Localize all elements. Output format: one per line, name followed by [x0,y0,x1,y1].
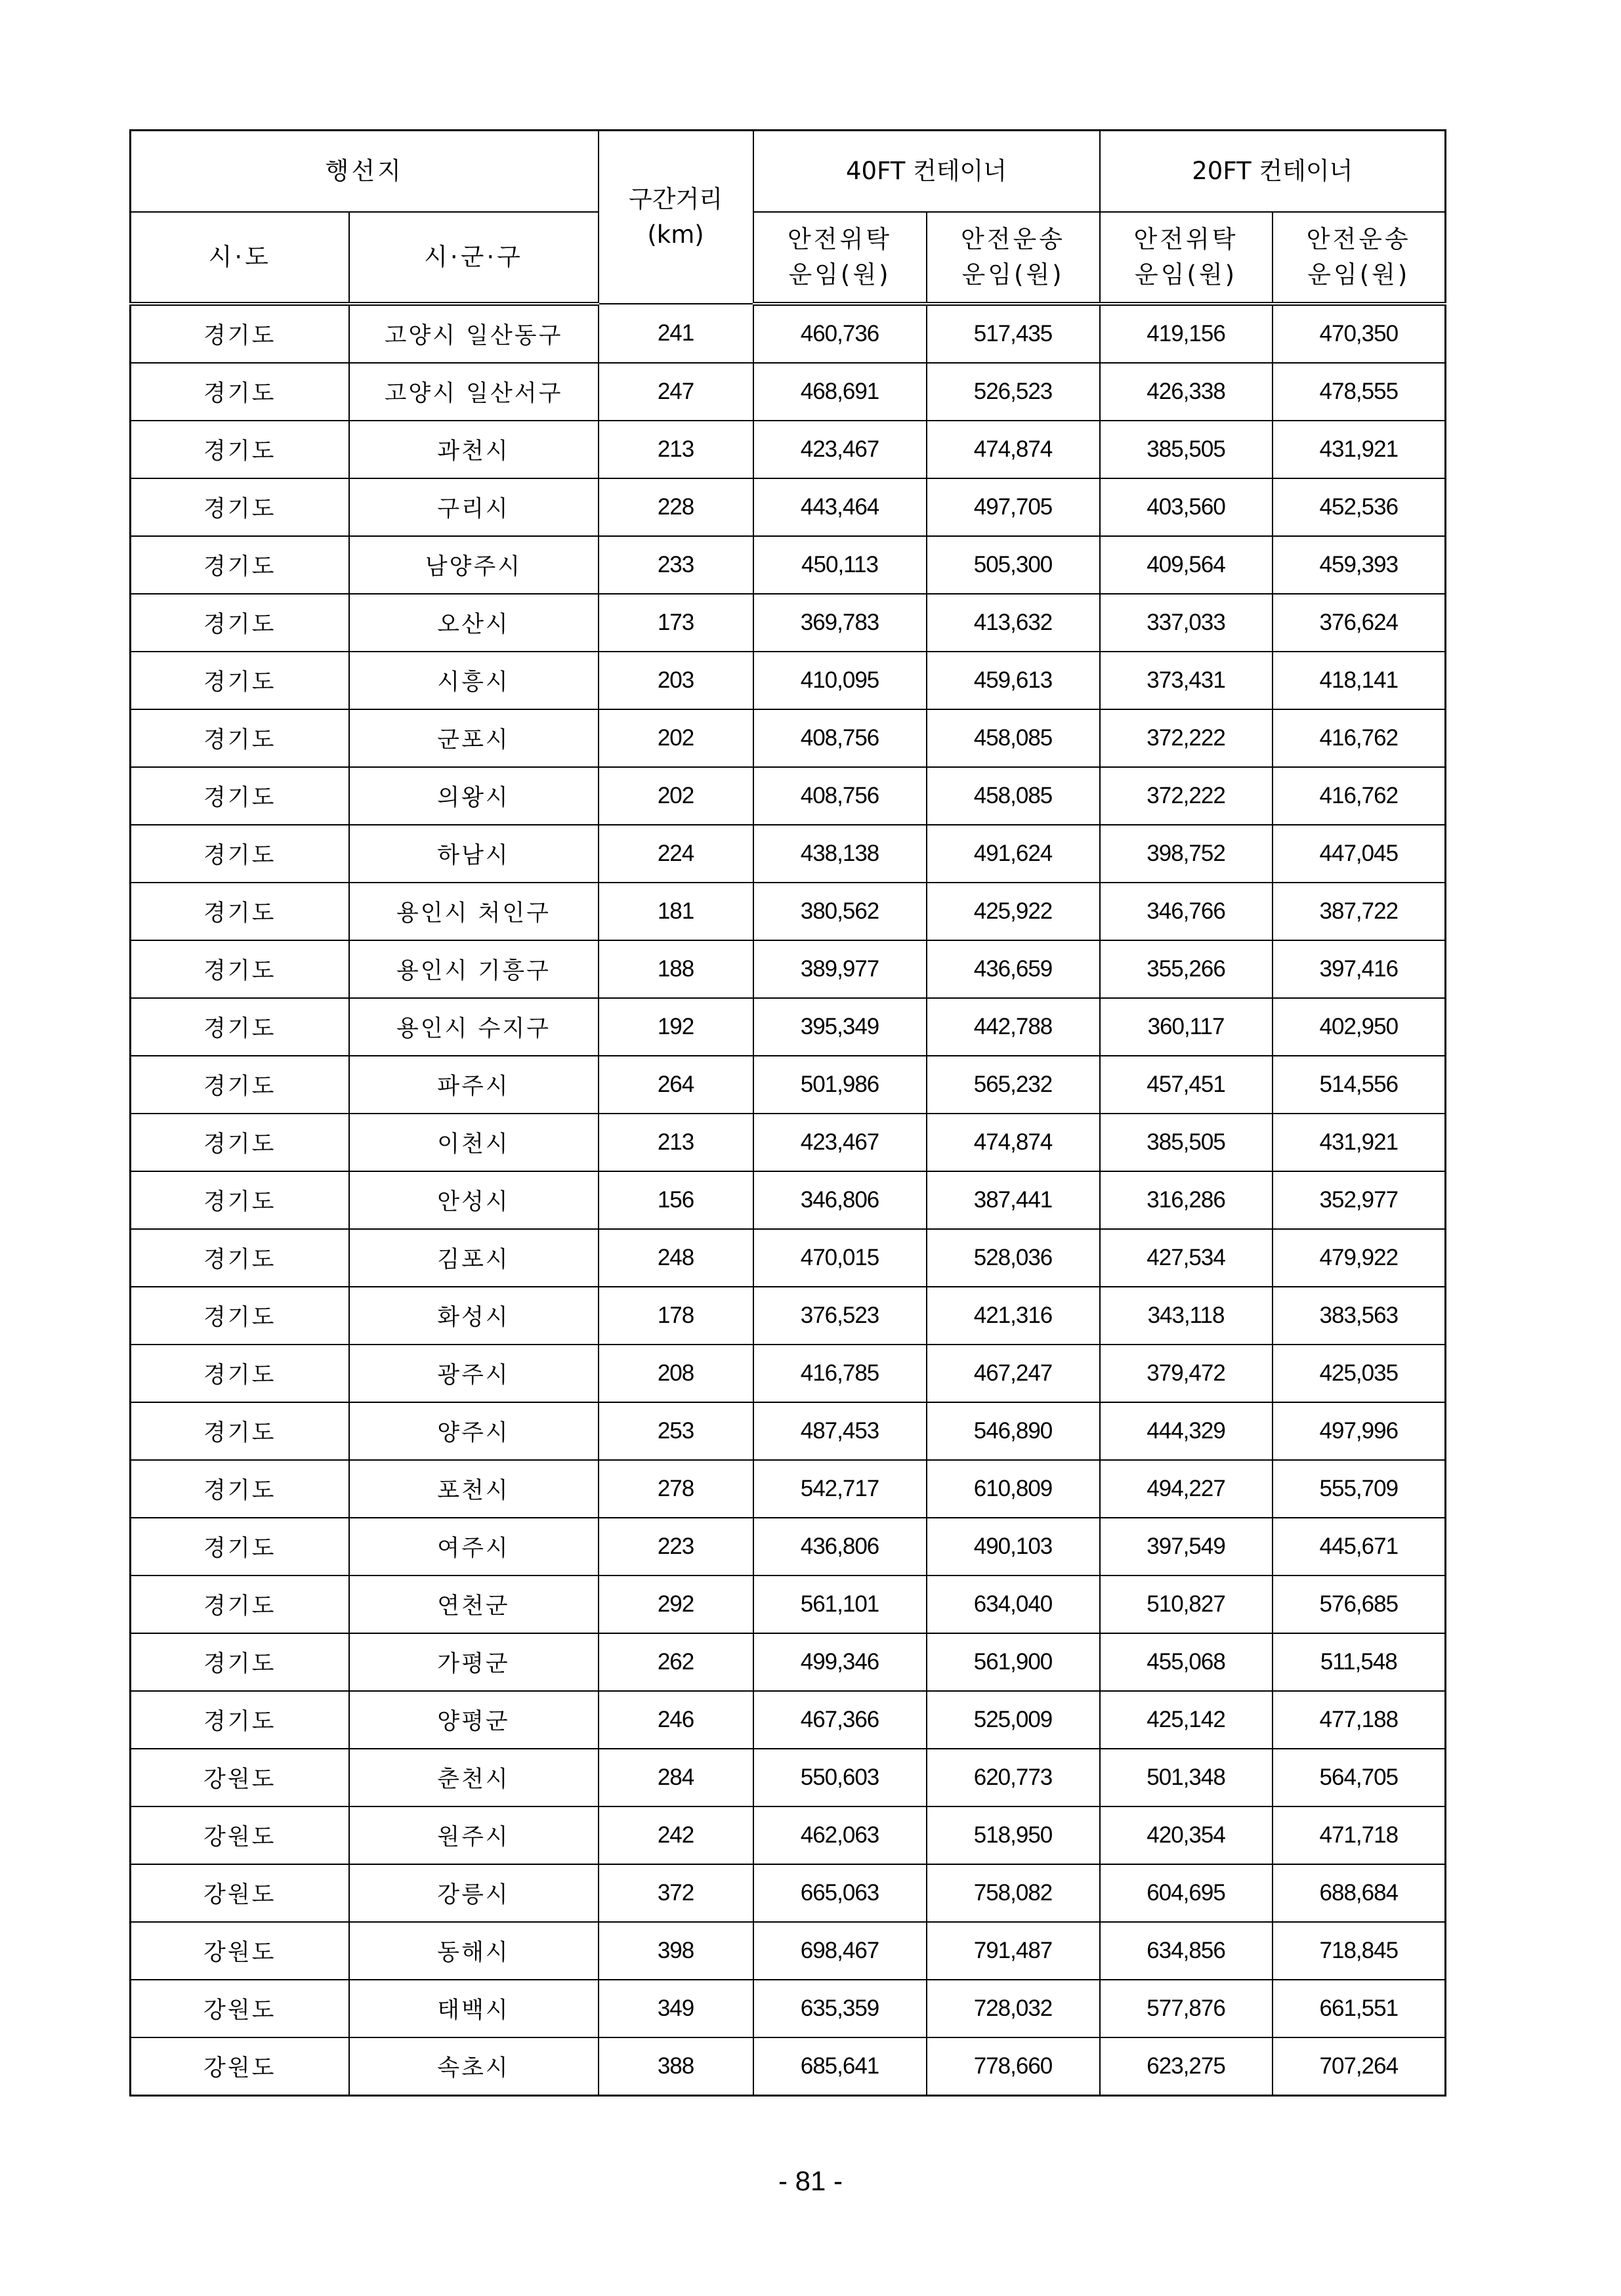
cell-40ft-safe-consign: 395,349 [753,998,927,1056]
cell-40ft-safe-transport: 490,103 [927,1518,1100,1576]
cell-40ft-safe-transport: 546,890 [927,1402,1100,1460]
cell-40ft-safe-consign: 376,523 [753,1287,927,1345]
cell-distance-km: 213 [599,1114,753,1171]
cell-40ft-safe-consign: 635,359 [753,1980,927,2037]
cell-sido: 경기도 [131,304,349,363]
cell-sigungu: 강릉시 [349,1864,599,1922]
cell-20ft-safe-transport: 387,722 [1273,883,1446,940]
cell-40ft-safe-transport: 517,435 [927,304,1100,363]
cell-sigungu: 이천시 [349,1114,599,1171]
cell-sido: 경기도 [131,825,349,883]
table-row [131,363,1446,421]
cell-distance-km: 292 [599,1576,753,1633]
table-row [131,1287,1446,1345]
table-row [131,304,1446,363]
cell-40ft-safe-transport: 791,487 [927,1922,1100,1980]
cell-sigungu: 양주시 [349,1402,599,1460]
table-row [131,1345,1446,1402]
cell-sido: 강원도 [131,1980,349,2037]
cell-40ft-safe-consign: 501,986 [753,1056,927,1114]
table-row [131,1171,1446,1229]
cell-20ft-safe-consign: 494,227 [1100,1460,1273,1518]
cell-40ft-safe-transport: 442,788 [927,998,1100,1056]
cell-40ft-safe-consign: 487,453 [753,1402,927,1460]
cell-sido: 강원도 [131,1922,349,1980]
cell-20ft-safe-transport: 397,416 [1273,940,1446,998]
cell-distance-km: 224 [599,825,753,883]
cell-sigungu: 오산시 [349,594,599,652]
cell-20ft-safe-transport: 514,556 [1273,1056,1446,1114]
cell-20ft-safe-consign: 427,534 [1100,1229,1273,1287]
cell-sigungu: 용인시 처인구 [349,883,599,940]
table-row [131,767,1446,825]
cell-40ft-safe-transport: 505,300 [927,536,1100,594]
cell-40ft-safe-consign: 550,603 [753,1749,927,1806]
cell-sigungu: 안성시 [349,1171,599,1229]
cell-40ft-safe-transport: 518,950 [927,1806,1100,1864]
cell-40ft-safe-consign: 416,785 [753,1345,927,1402]
cell-20ft-safe-consign: 426,338 [1100,363,1273,421]
cell-40ft-safe-transport: 458,085 [927,767,1100,825]
cell-distance-km: 242 [599,1806,753,1864]
cell-20ft-safe-consign: 385,505 [1100,421,1273,478]
cell-distance-km: 278 [599,1460,753,1518]
cell-20ft-safe-transport: 564,705 [1273,1749,1446,1806]
cell-40ft-safe-consign: 369,783 [753,594,927,652]
table-row [131,1691,1446,1749]
cell-distance-km: 372 [599,1864,753,1922]
cell-20ft-safe-consign: 409,564 [1100,536,1273,594]
cell-40ft-safe-transport: 528,036 [927,1229,1100,1287]
cell-40ft-safe-transport: 610,809 [927,1460,1100,1518]
cell-20ft-safe-consign: 379,472 [1100,1345,1273,1402]
cell-40ft-safe-consign: 436,806 [753,1518,927,1576]
cell-sigungu: 고양시 일산서구 [349,363,599,421]
cell-sigungu: 태백시 [349,1980,599,2037]
header-40ft-safe-consign-rate: 안전위탁 운임(원) [753,212,927,304]
table-row [131,1980,1446,2037]
freight-rate-table [129,129,1446,2097]
cell-sido: 경기도 [131,536,349,594]
cell-20ft-safe-consign: 337,033 [1100,594,1273,652]
cell-40ft-safe-consign: 438,138 [753,825,927,883]
cell-40ft-safe-consign: 460,736 [753,304,927,363]
cell-distance-km: 156 [599,1171,753,1229]
table-row [131,1402,1446,1460]
cell-20ft-safe-transport: 416,762 [1273,767,1446,825]
cell-20ft-safe-consign: 577,876 [1100,1980,1273,2037]
cell-distance-km: 173 [599,594,753,652]
cell-20ft-safe-transport: 718,845 [1273,1922,1446,1980]
cell-sido: 강원도 [131,1749,349,1806]
header-row-2 [131,212,1446,304]
cell-sido: 강원도 [131,1806,349,1864]
header-40ft-container: 40FT 컨테이너 [753,131,1100,213]
cell-sigungu: 원주시 [349,1806,599,1864]
cell-sigungu: 의왕시 [349,767,599,825]
cell-sido: 경기도 [131,478,349,536]
cell-20ft-safe-transport: 431,921 [1273,1114,1446,1171]
cell-20ft-safe-consign: 510,827 [1100,1576,1273,1633]
cell-40ft-safe-transport: 413,632 [927,594,1100,652]
cell-sigungu: 포천시 [349,1460,599,1518]
cell-20ft-safe-transport: 383,563 [1273,1287,1446,1345]
cell-20ft-safe-consign: 343,118 [1100,1287,1273,1345]
table-row [131,940,1446,998]
cell-40ft-safe-transport: 634,040 [927,1576,1100,1633]
cell-40ft-safe-consign: 468,691 [753,363,927,421]
cell-distance-km: 202 [599,709,753,767]
cell-20ft-safe-transport: 431,921 [1273,421,1446,478]
cell-20ft-safe-transport: 452,536 [1273,478,1446,536]
cell-20ft-safe-transport: 445,671 [1273,1518,1446,1576]
cell-40ft-safe-transport: 436,659 [927,940,1100,998]
cell-20ft-safe-consign: 360,117 [1100,998,1273,1056]
cell-sigungu: 시흥시 [349,652,599,709]
cell-40ft-safe-consign: 380,562 [753,883,927,940]
cell-20ft-safe-transport: 352,977 [1273,1171,1446,1229]
cell-distance-km: 192 [599,998,753,1056]
cell-40ft-safe-transport: 467,247 [927,1345,1100,1402]
cell-20ft-safe-consign: 419,156 [1100,304,1273,363]
cell-20ft-safe-consign: 420,354 [1100,1806,1273,1864]
cell-40ft-safe-consign: 408,756 [753,767,927,825]
cell-20ft-safe-transport: 497,996 [1273,1402,1446,1460]
cell-40ft-safe-transport: 421,316 [927,1287,1100,1345]
cell-40ft-safe-consign: 408,756 [753,709,927,767]
cell-40ft-safe-transport: 474,874 [927,1114,1100,1171]
cell-20ft-safe-consign: 634,856 [1100,1922,1273,1980]
cell-sigungu: 화성시 [349,1287,599,1345]
cell-distance-km: 178 [599,1287,753,1345]
cell-sigungu: 고양시 일산동구 [349,304,599,363]
cell-40ft-safe-transport: 620,773 [927,1749,1100,1806]
header-route: 행선지 [131,131,599,213]
cell-sido: 경기도 [131,1287,349,1345]
cell-20ft-safe-transport: 555,709 [1273,1460,1446,1518]
cell-distance-km: 241 [599,304,753,363]
cell-40ft-safe-transport: 387,441 [927,1171,1100,1229]
cell-40ft-safe-consign: 499,346 [753,1633,927,1691]
cell-sigungu: 동해시 [349,1922,599,1980]
cell-40ft-safe-transport: 425,922 [927,883,1100,940]
cell-20ft-safe-transport: 418,141 [1273,652,1446,709]
cell-sido: 경기도 [131,883,349,940]
cell-20ft-safe-consign: 385,505 [1100,1114,1273,1171]
cell-40ft-safe-consign: 698,467 [753,1922,927,1980]
table-row [131,594,1446,652]
cell-20ft-safe-consign: 455,068 [1100,1633,1273,1691]
cell-40ft-safe-consign: 423,467 [753,1114,927,1171]
cell-40ft-safe-consign: 389,977 [753,940,927,998]
cell-sigungu: 속초시 [349,2037,599,2096]
cell-sido: 경기도 [131,1633,349,1691]
table-row [131,1633,1446,1691]
header-20ft-safe-transport-rate: 안전운송 운임(원) [1273,212,1446,304]
cell-distance-km: 202 [599,767,753,825]
cell-sido: 경기도 [131,421,349,478]
cell-20ft-safe-consign: 346,766 [1100,883,1273,940]
table-row [131,709,1446,767]
cell-sigungu: 군포시 [349,709,599,767]
cell-distance-km: 349 [599,1980,753,2037]
cell-sigungu: 용인시 기흥구 [349,940,599,998]
cell-20ft-safe-consign: 316,286 [1100,1171,1273,1229]
header-distance: 구간거리 (km) [599,131,753,304]
cell-40ft-safe-consign: 685,641 [753,2037,927,2096]
cell-distance-km: 388 [599,2037,753,2096]
cell-40ft-safe-transport: 474,874 [927,421,1100,478]
table-row [131,1056,1446,1114]
cell-20ft-safe-transport: 447,045 [1273,825,1446,883]
cell-distance-km: 188 [599,940,753,998]
cell-sigungu: 여주시 [349,1518,599,1576]
cell-sido: 경기도 [131,1691,349,1749]
cell-distance-km: 203 [599,652,753,709]
cell-sigungu: 하남시 [349,825,599,883]
cell-sigungu: 양평군 [349,1691,599,1749]
cell-sido: 경기도 [131,998,349,1056]
cell-20ft-safe-consign: 398,752 [1100,825,1273,883]
cell-40ft-safe-consign: 450,113 [753,536,927,594]
cell-distance-km: 233 [599,536,753,594]
cell-40ft-safe-consign: 665,063 [753,1864,927,1922]
table-row [131,1518,1446,1576]
cell-40ft-safe-transport: 561,900 [927,1633,1100,1691]
cell-distance-km: 398 [599,1922,753,1980]
cell-20ft-safe-transport: 688,684 [1273,1864,1446,1922]
cell-40ft-safe-consign: 542,717 [753,1460,927,1518]
table-row [131,1576,1446,1633]
table-row [131,1749,1446,1806]
table-row [131,1229,1446,1287]
table-body [131,304,1446,2096]
cell-sido: 경기도 [131,1576,349,1633]
cell-sigungu: 과천시 [349,421,599,478]
cell-distance-km: 208 [599,1345,753,1402]
table-row [131,1806,1446,1864]
cell-40ft-safe-consign: 410,095 [753,652,927,709]
cell-40ft-safe-consign: 346,806 [753,1171,927,1229]
cell-40ft-safe-consign: 443,464 [753,478,927,536]
cell-40ft-safe-consign: 423,467 [753,421,927,478]
cell-distance-km: 181 [599,883,753,940]
cell-sigungu: 가평군 [349,1633,599,1691]
cell-40ft-safe-transport: 565,232 [927,1056,1100,1114]
cell-sido: 경기도 [131,363,349,421]
cell-20ft-safe-transport: 661,551 [1273,1980,1446,2037]
cell-20ft-safe-transport: 477,188 [1273,1691,1446,1749]
cell-40ft-safe-consign: 467,366 [753,1691,927,1749]
cell-40ft-safe-transport: 778,660 [927,2037,1100,2096]
cell-sido: 경기도 [131,1056,349,1114]
table-row [131,478,1446,536]
cell-sido: 경기도 [131,767,349,825]
cell-20ft-safe-consign: 372,222 [1100,767,1273,825]
cell-20ft-safe-transport: 402,950 [1273,998,1446,1056]
cell-20ft-safe-transport: 459,393 [1273,536,1446,594]
cell-sido: 경기도 [131,1171,349,1229]
cell-40ft-safe-consign: 462,063 [753,1806,927,1864]
cell-sigungu: 김포시 [349,1229,599,1287]
cell-40ft-safe-transport: 497,705 [927,478,1100,536]
header-sigungu: 시·군·구 [349,212,599,304]
cell-sigungu: 춘천시 [349,1749,599,1806]
cell-20ft-safe-consign: 501,348 [1100,1749,1273,1806]
header-40ft-safe-transport-rate: 안전운송 운임(원) [927,212,1100,304]
cell-distance-km: 264 [599,1056,753,1114]
page-number: - 81 - [778,2165,843,2196]
table-row [131,1864,1446,1922]
cell-20ft-safe-transport: 416,762 [1273,709,1446,767]
cell-sido: 경기도 [131,1460,349,1518]
cell-distance-km: 213 [599,421,753,478]
cell-20ft-safe-consign: 372,222 [1100,709,1273,767]
cell-20ft-safe-transport: 511,548 [1273,1633,1446,1691]
cell-distance-km: 228 [599,478,753,536]
cell-40ft-safe-transport: 526,523 [927,363,1100,421]
cell-20ft-safe-consign: 604,695 [1100,1864,1273,1922]
cell-20ft-safe-consign: 403,560 [1100,478,1273,536]
table-row [131,536,1446,594]
table-row [131,1460,1446,1518]
cell-sido: 경기도 [131,1229,349,1287]
table-row [131,2037,1446,2096]
cell-40ft-safe-transport: 491,624 [927,825,1100,883]
cell-20ft-safe-consign: 623,275 [1100,2037,1273,2096]
cell-sigungu: 구리시 [349,478,599,536]
cell-distance-km: 246 [599,1691,753,1749]
cell-20ft-safe-transport: 479,922 [1273,1229,1446,1287]
cell-40ft-safe-consign: 561,101 [753,1576,927,1633]
cell-sigungu: 용인시 수지구 [349,998,599,1056]
cell-20ft-safe-consign: 444,329 [1100,1402,1273,1460]
cell-20ft-safe-consign: 355,266 [1100,940,1273,998]
cell-distance-km: 223 [599,1518,753,1576]
cell-sigungu: 연천군 [349,1576,599,1633]
cell-sido: 강원도 [131,2037,349,2096]
table-header [131,131,1446,304]
cell-distance-km: 248 [599,1229,753,1287]
table-row [131,1922,1446,1980]
cell-sido: 강원도 [131,1864,349,1922]
cell-20ft-safe-transport: 707,264 [1273,2037,1446,2096]
cell-20ft-safe-transport: 376,624 [1273,594,1446,652]
cell-distance-km: 284 [599,1749,753,1806]
cell-20ft-safe-transport: 478,555 [1273,363,1446,421]
cell-sido: 경기도 [131,940,349,998]
cell-40ft-safe-transport: 525,009 [927,1691,1100,1749]
table-row [131,421,1446,478]
header-20ft-container: 20FT 컨테이너 [1100,131,1446,213]
cell-sido: 경기도 [131,594,349,652]
cell-20ft-safe-consign: 373,431 [1100,652,1273,709]
table-row [131,998,1446,1056]
cell-sido: 경기도 [131,1518,349,1576]
cell-distance-km: 247 [599,363,753,421]
cell-40ft-safe-transport: 458,085 [927,709,1100,767]
cell-sido: 경기도 [131,1345,349,1402]
header-row-1 [131,131,1446,213]
table-row [131,1114,1446,1171]
cell-40ft-safe-transport: 758,082 [927,1864,1100,1922]
cell-40ft-safe-transport: 459,613 [927,652,1100,709]
header-sido: 시·도 [131,212,349,304]
cell-20ft-safe-transport: 576,685 [1273,1576,1446,1633]
cell-sido: 경기도 [131,709,349,767]
cell-distance-km: 253 [599,1402,753,1460]
cell-20ft-safe-transport: 470,350 [1273,304,1446,363]
cell-sigungu: 광주시 [349,1345,599,1402]
cell-sido: 경기도 [131,1114,349,1171]
cell-20ft-safe-consign: 397,549 [1100,1518,1273,1576]
table-row [131,652,1446,709]
cell-distance-km: 262 [599,1633,753,1691]
cell-40ft-safe-consign: 470,015 [753,1229,927,1287]
cell-sigungu: 파주시 [349,1056,599,1114]
cell-20ft-safe-consign: 425,142 [1100,1691,1273,1749]
cell-20ft-safe-consign: 457,451 [1100,1056,1273,1114]
cell-40ft-safe-transport: 728,032 [927,1980,1100,2037]
header-20ft-safe-consign-rate: 안전위탁 운임(원) [1100,212,1273,304]
cell-sido: 경기도 [131,1402,349,1460]
cell-20ft-safe-transport: 425,035 [1273,1345,1446,1402]
cell-20ft-safe-transport: 471,718 [1273,1806,1446,1864]
cell-sido: 경기도 [131,652,349,709]
cell-sigungu: 남양주시 [349,536,599,594]
table-row [131,825,1446,883]
table-row [131,883,1446,940]
